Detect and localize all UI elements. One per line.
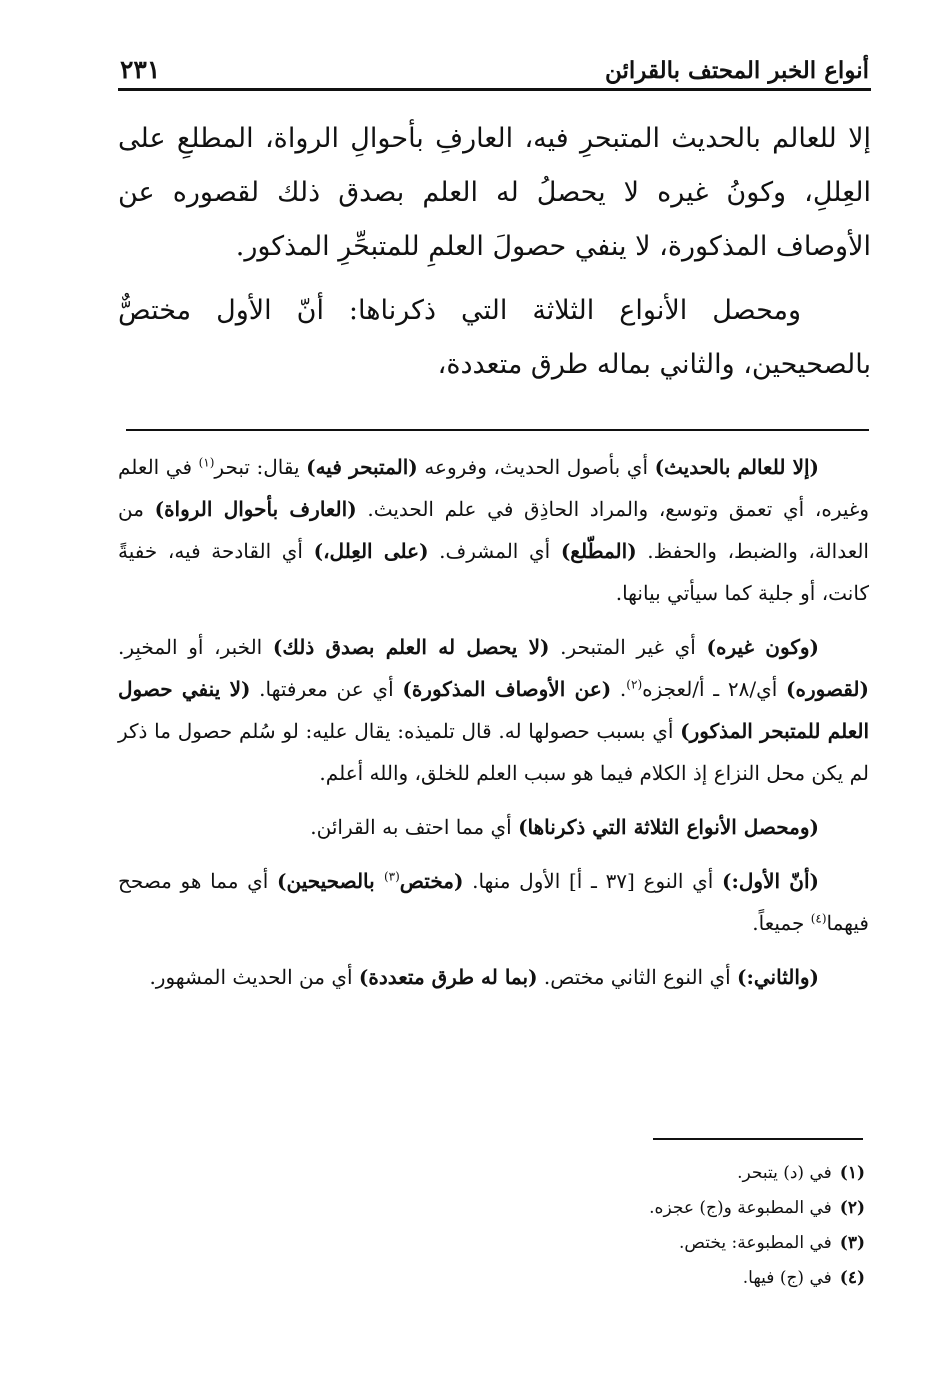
main-paragraph-1: إلا للعالم بالحديث المتبحرِ فيه، العارفِ بأحوالِ الرواة، المطلعِ على العِللِ، وكونُ غيره لا يحصلُ له العلم بصدق ذلك لقصوره عن الأوصاف المذكورة، لا ينفي حصولَ العلمِ للمتبحِّرِ المذكور. xyxy=(118,123,871,262)
lemma: (والثاني:) xyxy=(737,965,819,989)
lemma: (المطّلع) xyxy=(560,539,637,563)
gloss: أي غير المتبحر. xyxy=(549,635,707,659)
footnote-marker[interactable]: (١) xyxy=(198,455,215,470)
footnote-text: في (د) يتبحر. xyxy=(737,1163,832,1183)
commentary xyxy=(118,446,869,1010)
gloss: الخبر، أو المخبِر. xyxy=(118,635,273,659)
gloss: جميعاً. xyxy=(752,911,811,935)
commentary-paragraph-4 xyxy=(118,860,869,944)
footnote-text: في المطبوعة: يختص. xyxy=(679,1233,832,1253)
gloss: . xyxy=(611,677,627,701)
lemma: (وكون غيره) xyxy=(706,635,819,659)
lemma: (بما له طرق متعددة) xyxy=(358,965,538,989)
lemma: بالصحيحين) xyxy=(277,869,384,893)
gloss: أي عن معرفتها. xyxy=(250,677,403,701)
header-rule xyxy=(118,88,871,91)
commentary-paragraph-1 xyxy=(118,446,869,614)
footnote-item xyxy=(365,1191,865,1226)
running-title: أنواع الخبر المحتف بالقرائن xyxy=(604,57,869,84)
main-text xyxy=(118,112,871,402)
gloss: أي بأصول الحديث، وفروعه xyxy=(417,455,655,479)
lemma: (العارف بأحوال الرواة) xyxy=(154,497,357,521)
footnote-item xyxy=(365,1156,865,1191)
lemma: (على العِلل،) xyxy=(313,539,429,563)
footnote-item xyxy=(365,1226,865,1261)
gloss: أي النوع الثاني مختص. xyxy=(537,965,738,989)
lemma: (لا يحصل له العلم بصدق ذلك) xyxy=(272,635,550,659)
footnote-number: (٣) xyxy=(839,1233,865,1253)
footnote-text: في المطبوعة و(ج) عجزه. xyxy=(649,1198,832,1218)
footnotes xyxy=(365,1156,865,1296)
gloss: أي مما هو مصحح فيهما xyxy=(118,869,869,935)
gloss: أي القادحة فيه، خفيةً كانت، أو جلية كما سيأتي بيانها. xyxy=(118,539,869,605)
footnote-marker[interactable]: (٤) xyxy=(810,911,827,926)
lemma: (لا ينفي حصول العلم للمتبحر المذكور) xyxy=(118,677,869,743)
lemma: (ومحصل الأنواع الثلاثة التي ذكرناها) xyxy=(518,815,819,839)
gloss: من العدالة، والضبط، والحفظ. xyxy=(118,497,869,563)
page-number: ٢٣١ xyxy=(120,55,161,84)
footnote-number: (٢) xyxy=(839,1198,865,1218)
commentary-divider xyxy=(126,429,869,431)
footnote-number: (١) xyxy=(839,1163,865,1183)
footnote-text: في (ج) فيها. xyxy=(742,1268,832,1288)
lemma: (إلا للعالم بالحديث) xyxy=(654,455,820,479)
lemma: (مختص xyxy=(399,869,464,893)
gloss: أي المشرف. xyxy=(428,539,561,563)
lemma: (لقصوره) xyxy=(786,677,869,701)
gloss: يقال: تبحر xyxy=(214,455,307,479)
footnote-number: (٤) xyxy=(839,1268,865,1288)
commentary-paragraph-3 xyxy=(118,806,869,848)
gloss: أي مما احتف به القرائن. xyxy=(310,815,519,839)
commentary-paragraph-5 xyxy=(118,956,869,998)
lemma: (أنّ الأول:) xyxy=(722,869,820,893)
footnote-marker[interactable]: (٢) xyxy=(626,677,643,692)
gloss: أي/٢٨ ـ أ/لعجزه xyxy=(642,677,787,701)
footnote-divider xyxy=(653,1138,863,1140)
footnote-marker[interactable]: (٣) xyxy=(383,869,400,884)
lemma: (المتبحر فيه) xyxy=(306,455,418,479)
main-paragraph-2: ومحصل الأنواع الثلاثة التي ذكرناها: أنّ الأول مختصٌّ بالصحيحين، والثاني بماله طرق متعددة، xyxy=(118,295,871,380)
footnote-item xyxy=(365,1261,865,1296)
gloss: أي النوع [٣٧ ـ أ] الأول منها. xyxy=(463,869,723,893)
lemma: (عن الأوصاف المذكورة) xyxy=(402,677,612,701)
gloss: أي بسبب حصولها له. قال تلميذه: يقال عليه: لو سُلم حصول ما ذكر لم يكن محل النزاع إذ الكلام فيما هو سبب العلم للخلق، والله أعلم. xyxy=(118,719,869,785)
running-header xyxy=(120,40,869,84)
commentary-paragraph-2 xyxy=(118,626,869,794)
gloss: أي من الحديث المشهور. xyxy=(149,965,359,989)
gloss: في العلم وغيره، أي تعمق وتوسع، والمراد الحاذِق في علم الحديث. xyxy=(118,455,870,521)
